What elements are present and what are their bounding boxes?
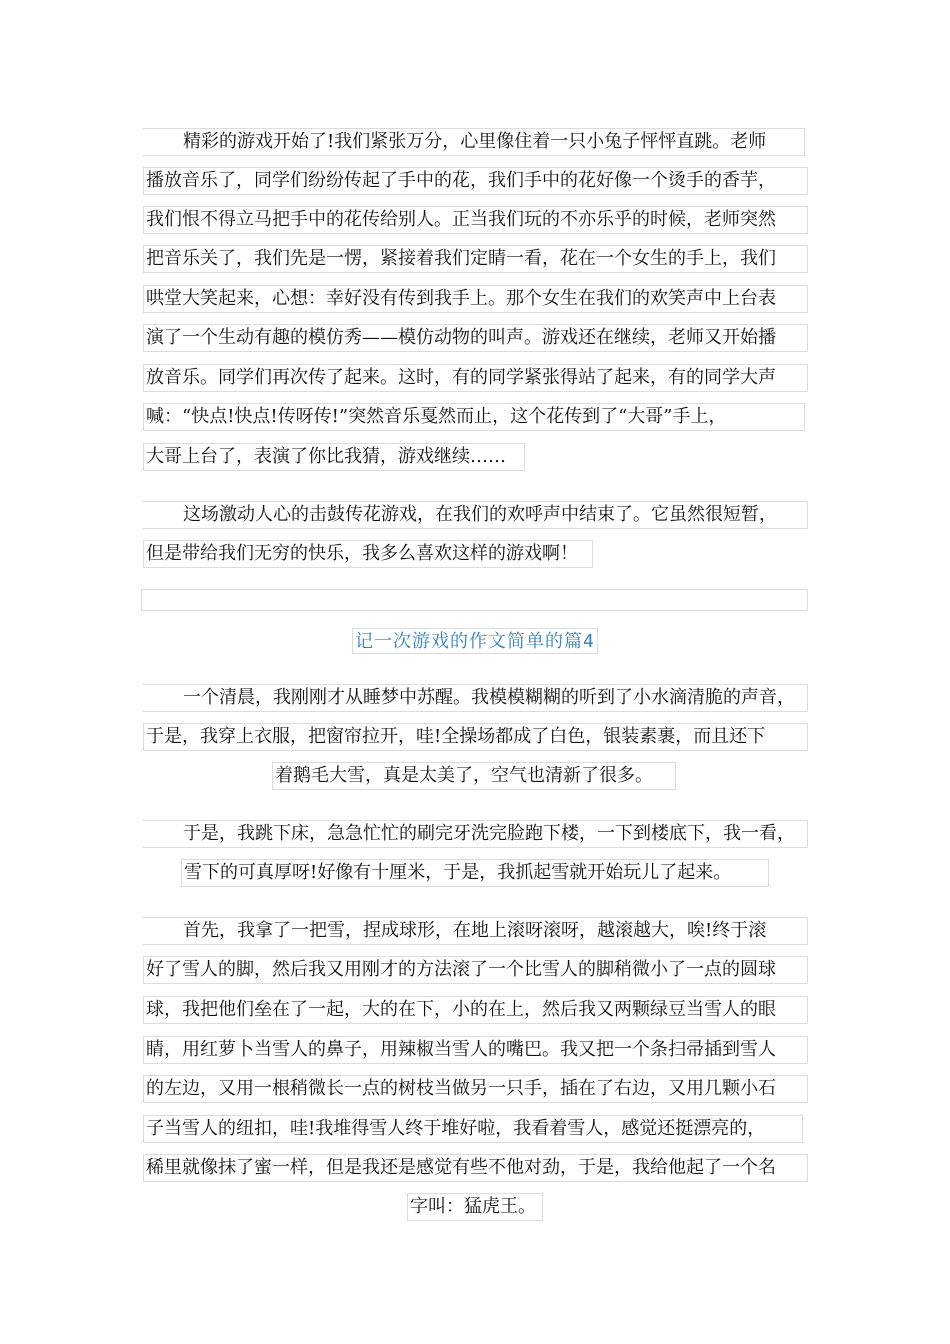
text-line: 着鹅毛大雪，真是太美了，空气也清新了很多。	[272, 762, 676, 790]
text-line: 我们恨不得立马把手中的花传给别人。正当我们玩的不亦乐乎的时候，老师突然	[143, 206, 808, 234]
text-line: 字叫：猛虎王。	[407, 1193, 543, 1221]
text-line: 演了一个生动有趣的模仿秀——模仿动物的叫声。游戏还在继续，老师又开始播	[143, 324, 808, 352]
text-line: 于是，我跳下床，急急忙忙的刷完牙洗完脸跑下楼，一下到楼底下，我一看，	[143, 820, 808, 848]
text-line: 这场激动人心的击鼓传花游戏，在我们的欢呼声中结束了。它虽然很短暂，	[143, 501, 808, 529]
text-line: 播放音乐了，同学们纷纷传起了手中的花，我们手中的花好像一个烫手的香芋，	[143, 167, 808, 195]
text-line: 精彩的游戏开始了!我们紧张万分，心里像住着一只小兔子怦怦直跳。老师	[143, 128, 805, 156]
text-line: 大哥上台了，表演了你比我猜，游戏继续……	[143, 443, 525, 471]
text-line: 首先，我拿了一把雪，捏成球形，在地上滚呀滚呀，越滚越大，唉!终于滚	[143, 917, 808, 945]
text-line: 放音乐。同学们再次传了起来。这时，有的同学紧张得站了起来，有的同学大声	[143, 364, 808, 392]
text-line: 雪下的可真厚呀!好像有十厘米，于是，我抓起雪就开始玩儿了起来。	[181, 859, 769, 887]
text-line: 球，我把他们垒在了一起，大的在下，小的在上，然后我又两颗绿豆当雪人的眼	[143, 996, 808, 1024]
text-line: 子当雪人的纽扣，哇!我堆得雪人终于堆好啦，我看着雪人，感觉还挺漂亮的，	[143, 1115, 803, 1143]
section-heading: 记一次游戏的作文简单的篇4	[352, 628, 598, 654]
text-line: 的左边，又用一根稍微长一点的树枝当做另一只手，插在了右边，又用几颗小石	[143, 1075, 808, 1103]
text-line: 睛，用红萝卜当雪人的鼻子，用辣椒当雪人的嘴巴。我又把一个条扫帚插到雪人	[143, 1036, 808, 1064]
text-line: 但是带给我们无穷的快乐，我多么喜欢这样的游戏啊！	[143, 540, 593, 568]
text-line: 好了雪人的脚，然后我又用刚才的方法滚了一个比雪人的脚稍微小了一点的圆球	[143, 956, 808, 984]
text-line: 一个清晨，我刚刚才从睡梦中苏醒。我模模糊糊的听到了小水滴清脆的声音，	[143, 684, 808, 712]
text-line: 稀里就像抹了蜜一样，但是我还是感觉有些不他对劲，于是，我给他起了一个名	[143, 1154, 808, 1182]
text-line: 把音乐关了，我们先是一愣，紧接着我们定睛一看，花在一个女生的手上，我们	[143, 245, 808, 273]
empty-text-box	[141, 589, 808, 611]
text-line: 于是，我穿上衣服，把窗帘拉开，哇!全操场都成了白色，银装素裹，而且还下	[143, 723, 808, 751]
text-line: 喊：“快点!快点!传呀传!”突然音乐戛然而止，这个花传到了“大哥”手上，	[143, 403, 805, 431]
text-line: 哄堂大笑起来，心想：幸好没有传到我手上。那个女生在我们的欢笑声中上台表	[143, 285, 808, 313]
